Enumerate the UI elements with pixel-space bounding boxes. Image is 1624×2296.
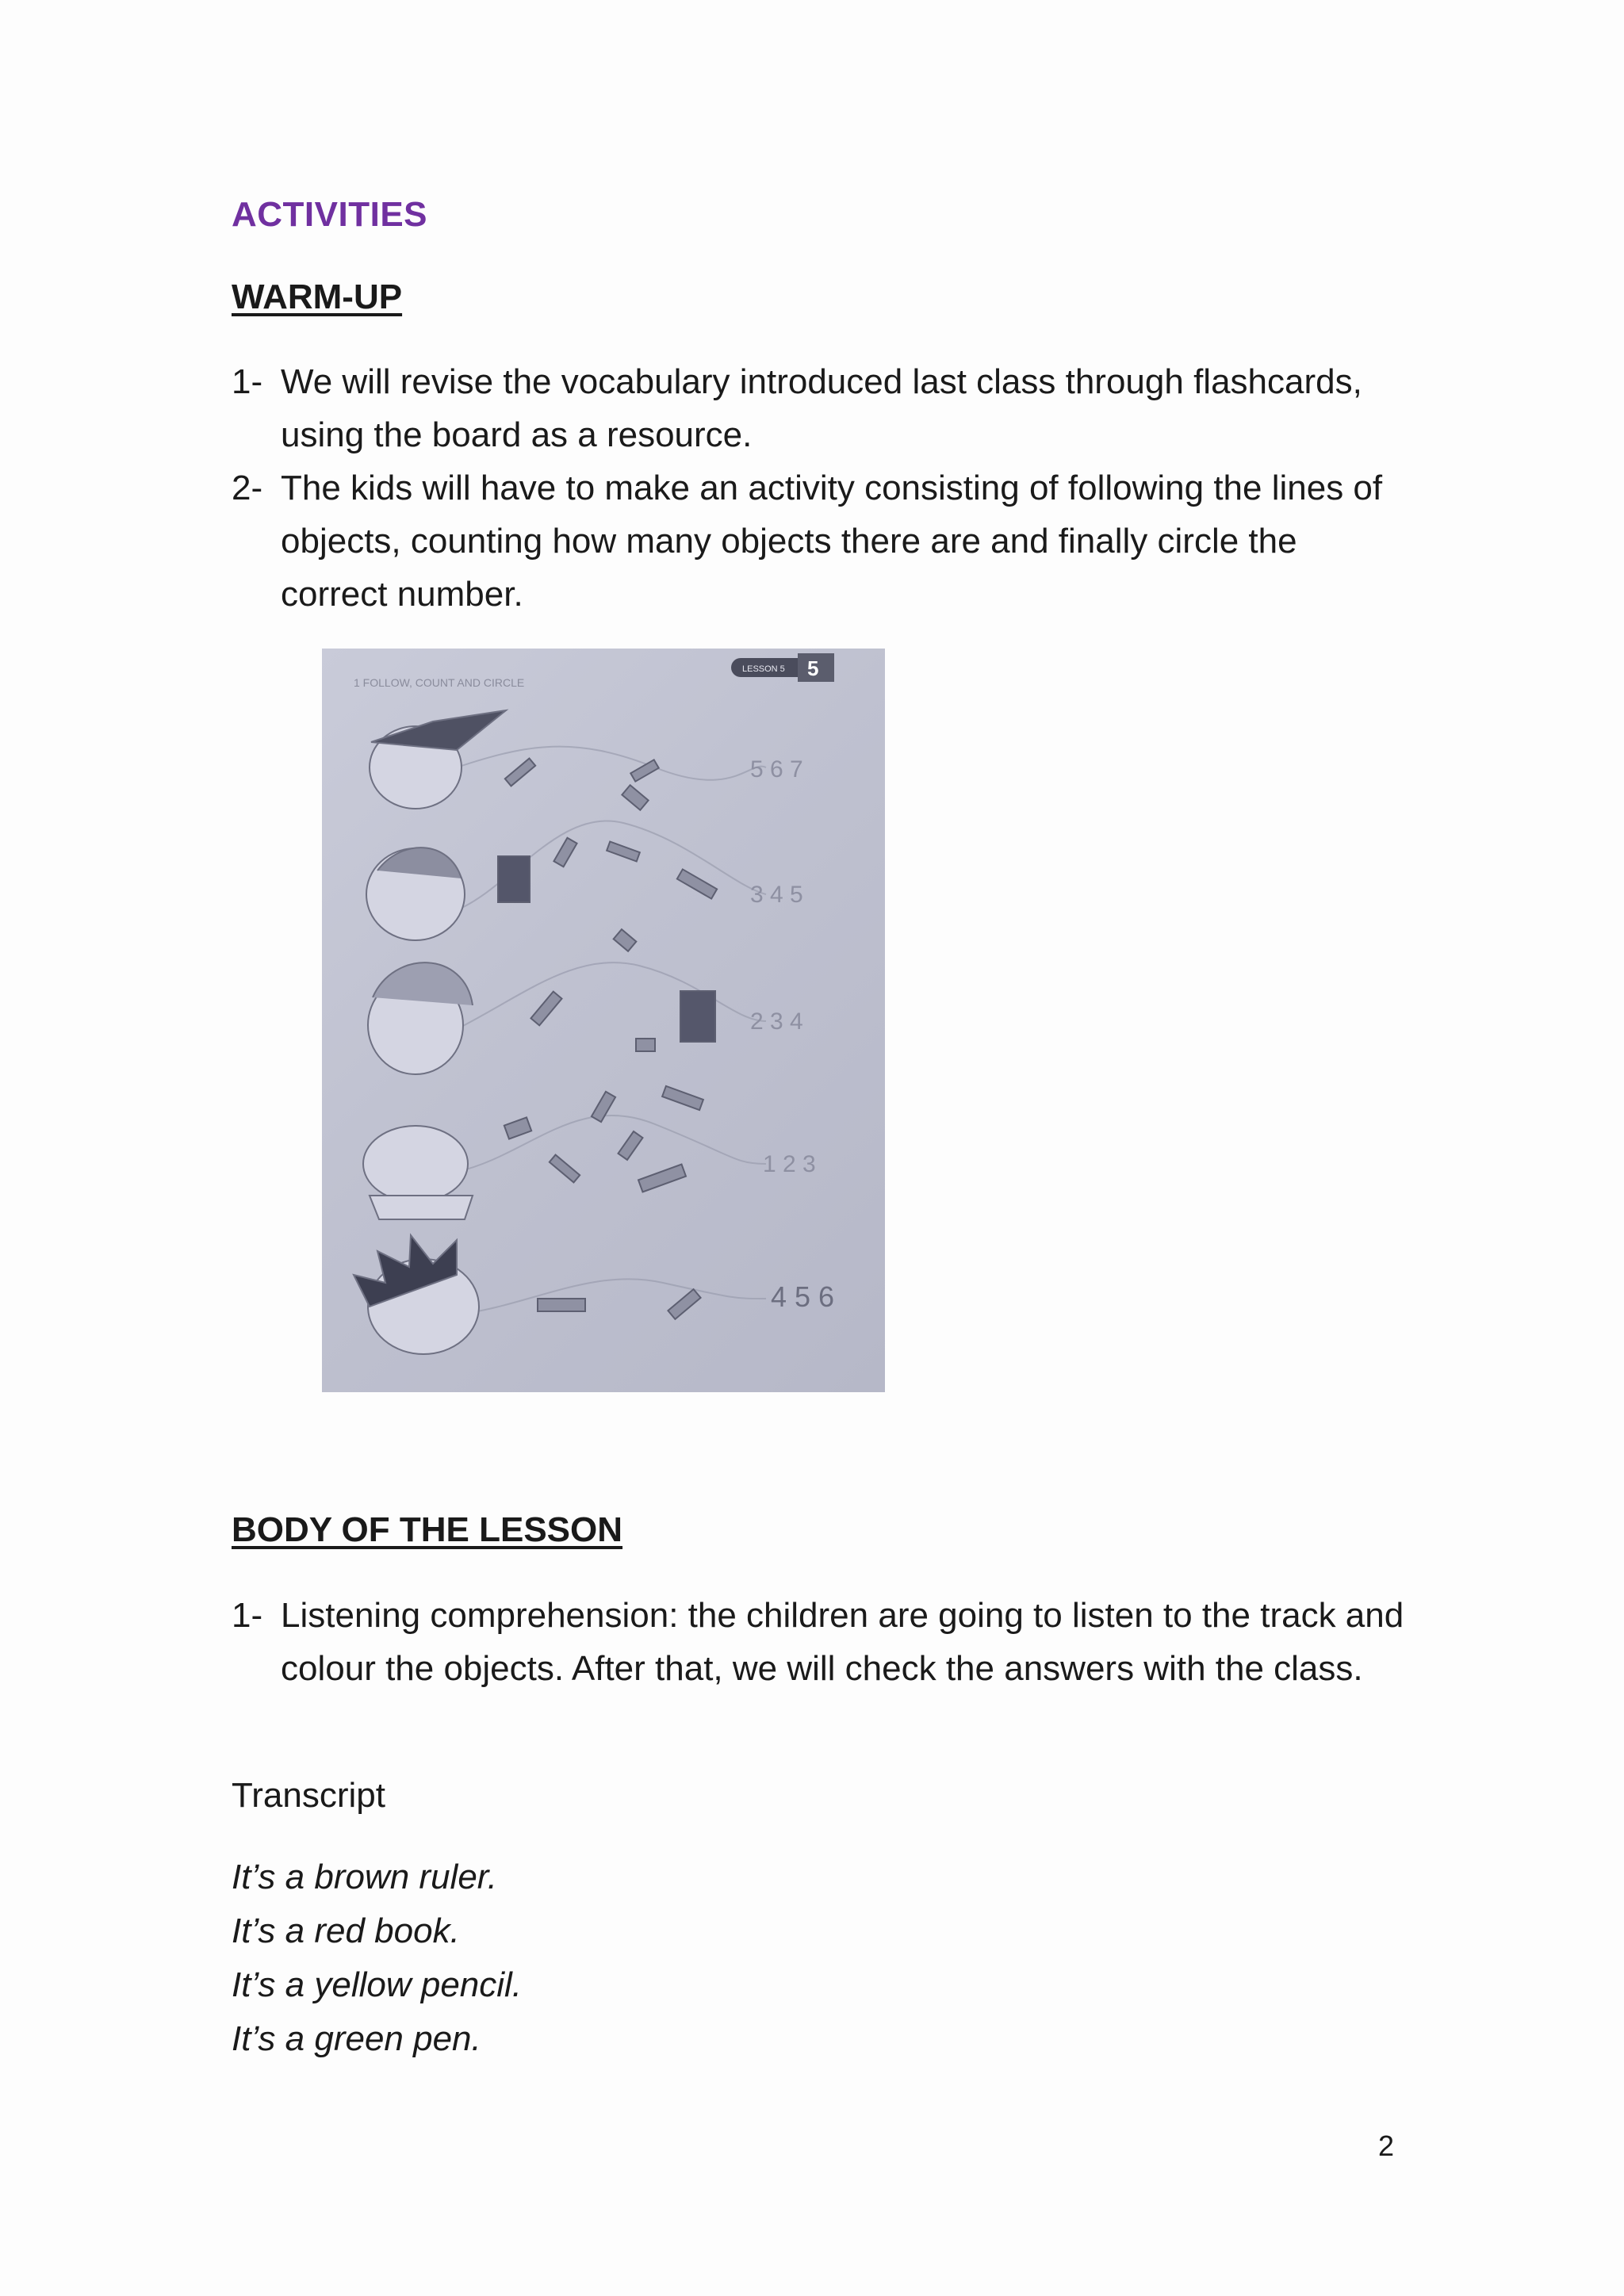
warmup-heading: WARM-UP xyxy=(232,277,403,316)
lesson-number: 5 xyxy=(807,656,819,680)
transcript-line: It’s a brown ruler. xyxy=(232,1858,498,1896)
list-text: The kids will have to make an activity consisting of following the lines of objects, counting how many objects there are and finally circle the correct number. xyxy=(281,469,1383,614)
transcript-line: It’s a yellow pencil. xyxy=(232,1965,523,2004)
row-numbers: 5 6 7 xyxy=(750,756,803,783)
row-numbers: 4 5 6 xyxy=(771,1280,835,1313)
worksheet-instruction: 1 FOLLOW, COUNT AND CIRCLE xyxy=(354,676,525,689)
page-number: 2 xyxy=(1378,2130,1395,2162)
row-numbers: 3 4 5 xyxy=(750,882,803,908)
connecting-lines xyxy=(457,747,766,1314)
character-drawings xyxy=(354,710,506,1354)
school-objects xyxy=(498,759,717,1319)
activities-title: ACTIVITIES xyxy=(232,195,428,234)
transcript-line: It’s a red book. xyxy=(232,1911,460,1950)
body-list xyxy=(232,1589,1405,1695)
list-number: 2- xyxy=(232,469,263,507)
list-item xyxy=(232,461,1405,621)
transcript-lines xyxy=(232,1850,522,2066)
row-numbers: 2 3 4 xyxy=(750,1008,803,1035)
list-text: Listening comprehension: the children are going to listen to the track and colour the objects. After that, we will check the answers with the class. xyxy=(281,1596,1404,1688)
transcript-line: It’s a green pen. xyxy=(232,2019,481,2058)
list-item xyxy=(232,1589,1405,1695)
worksheet-photo xyxy=(322,649,885,1392)
body-heading: BODY OF THE LESSON xyxy=(232,1510,623,1549)
list-number: 1- xyxy=(232,362,263,401)
lesson-badge-label: LESSON 5 xyxy=(742,664,785,674)
warmup-list xyxy=(232,355,1405,621)
transcript-label: Transcript xyxy=(232,1776,385,1815)
row-numbers: 1 2 3 xyxy=(763,1151,816,1177)
list-text: We will revise the vocabulary introduced last class through flashcards, using the board as a resource. xyxy=(281,362,1362,454)
list-number: 1- xyxy=(232,1596,263,1635)
list-item xyxy=(232,355,1405,461)
